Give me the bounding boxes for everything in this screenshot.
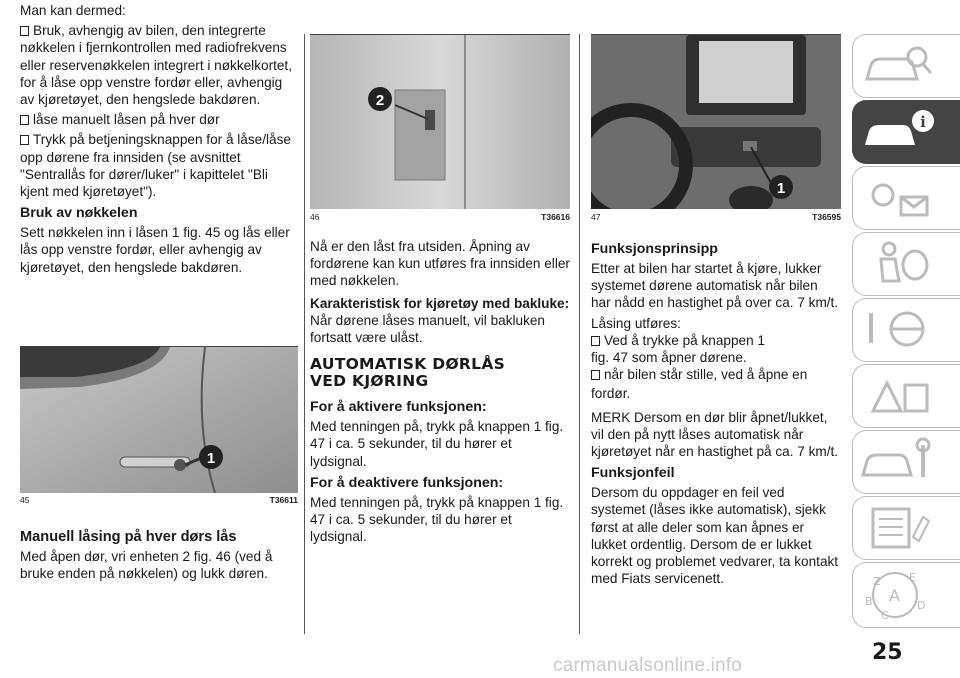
heading-fault: Funksjonfeil xyxy=(591,465,675,482)
alphabetical-index-icon xyxy=(853,563,943,625)
warning-lights-icon xyxy=(853,167,943,227)
column-1-lower xyxy=(20,524,298,585)
tab-starting-driving[interactable] xyxy=(852,298,960,362)
svg-text:D: D xyxy=(917,599,926,612)
checkbox-bullet-icon xyxy=(591,336,600,346)
bullet-1: Bruk, avhengig av bilen, den integrerte nøkkelen i fjernkontrollen med radiofrekvens eller reservenøkkelen integrert i nøkkelkortet, for å låse opp venstre fordør eller, avhengig av kjøretøyet, den hengslede bakdøren. xyxy=(20,23,292,108)
locked-text: Nå er den låst fra utsiden. Åpning av fordørene kan kun utføres fra innsiden eller med nøkkelen. xyxy=(310,239,570,289)
column-divider-1 xyxy=(304,34,305,634)
key-text: Sett nøkkelen inn i låsen 1 fig. 45 og lås eller lås opp venstre fordør, eller avhengig av kjøretøyet, den hengslede bakdøren. xyxy=(20,225,290,275)
heading-manual: Manuell låsing på hver dørs lås xyxy=(20,529,237,545)
svg-text:B: B xyxy=(865,595,873,608)
heading-activate: For å aktivere funksjonen: xyxy=(310,399,487,416)
figure-45-number: 45 xyxy=(20,495,30,505)
tab-maintenance[interactable] xyxy=(852,430,960,494)
airbag-safety-icon xyxy=(853,233,943,293)
figure-47-callout: 1 xyxy=(776,180,786,197)
figure-47-code: T36595 xyxy=(812,212,841,222)
checkbox-bullet-icon xyxy=(20,135,29,145)
figure-45-code: T36611 xyxy=(269,495,298,505)
figure-45-caption xyxy=(20,495,298,505)
figure-46-callout: 2 xyxy=(375,92,385,109)
figure-47-number: 47 xyxy=(591,212,601,222)
svg-text:C: C xyxy=(881,609,889,622)
heading-tailgate: Karakteristisk for kjøretøy med bakluke: xyxy=(310,295,570,311)
svg-text:E: E xyxy=(909,571,916,584)
bullet-standing: når bilen står stille, ved å åpne en xyxy=(591,366,841,383)
figure-45-image xyxy=(20,346,298,493)
checklist-icon xyxy=(853,497,943,557)
car-info-icon xyxy=(853,101,943,161)
fault-text: Dersom du oppdager en feil ved systemet (låses ikke automatisk), sjekk først at alle deler som kan åpnes er lukket ordentlig. Dersom de er lukket korrekt og problemet vedvarer, ta kontakt med Fiats servicenett. xyxy=(591,485,839,587)
bullet-2: låse manuelt låsen på hver dør xyxy=(20,111,298,128)
figure-45-callout: 1 xyxy=(206,450,216,467)
manual-text: Med åpen dør, vri enheten 2 fig. 46 (ved å bruke enden på nøkkelen) og lukk døren. xyxy=(20,549,273,582)
page-number: 25 xyxy=(872,640,903,665)
figure-ref-text: fig. 47 som åpner dørene. xyxy=(591,350,747,366)
watermark: carmanualsonline.info xyxy=(553,655,743,676)
tab-safety[interactable] xyxy=(852,232,960,296)
steering-wheel-icon xyxy=(853,299,943,359)
bullet-press: Ved å trykke på knappen 1 xyxy=(591,332,841,349)
tab-emergency[interactable] xyxy=(852,364,960,428)
checkbox-bullet-icon xyxy=(591,370,600,380)
column-1 xyxy=(20,2,298,279)
svg-text:A: A xyxy=(889,586,900,605)
heading-deactivate: For å deaktivere funksjonen: xyxy=(310,474,504,491)
deactivate-text: Med tenningen på, trykk på knappen 1 fig. 47 i ca. 5 sekunder, til du hører et lydsignal. xyxy=(310,494,564,545)
tab-warning-lights[interactable] xyxy=(852,166,960,230)
figure-47-caption xyxy=(591,212,841,222)
tailgate-paragraph: Karakteristisk for kjøretøy med bakluke: Når dørene låses manuelt, vil bakluken fortsatt være ulåst. xyxy=(310,295,570,346)
checkbox-bullet-icon xyxy=(20,115,29,125)
intro-text: Man kan dermed: xyxy=(20,3,126,18)
heading-key: Bruk av nøkkelen xyxy=(20,205,138,222)
figure-46-image xyxy=(310,34,570,209)
figure-47-image xyxy=(591,34,841,209)
column-divider-2 xyxy=(579,34,580,634)
figure-46-code: T36616 xyxy=(541,212,570,222)
principle-text: Etter at bilen har startet å kjøre, lukker systemet dørene automatisk når bilen har nådd en hastighet på over ca. 7 km/t. xyxy=(591,261,839,311)
figure-46-number: 46 xyxy=(310,212,320,222)
figure-46-caption xyxy=(310,212,570,222)
svg-text:i: i xyxy=(920,113,926,131)
car-wrench-icon xyxy=(853,431,943,491)
svg-text:Z: Z xyxy=(873,575,881,588)
heading-principle: Funksjonsprinsipp xyxy=(591,241,718,257)
tab-index[interactable] xyxy=(852,562,960,628)
car-search-icon xyxy=(853,35,943,95)
tab-technical-data[interactable] xyxy=(852,496,960,560)
column-2 xyxy=(310,238,570,548)
note-text: MERK Dersom en dør blir åpnet/lukket, vil den på nytt låses automatisk når kjøretøyet når en hastighet på ca. 7 km/t. xyxy=(591,409,839,460)
lock-text: Låsing utføres: xyxy=(591,315,681,331)
emergency-icon xyxy=(853,365,943,425)
column-3 xyxy=(591,240,841,590)
bullet-3: Trykk på betjeningsknappen for å låse/låse opp dørene fra innsiden (se avsnittet "Sentrallås for dører/luker" i kapittelet "Bli kjent med kjøretøyet"). xyxy=(20,132,291,200)
tab-car-info[interactable] xyxy=(852,100,960,164)
front-door-text: fordør. xyxy=(591,386,631,402)
activate-text: Med tenningen på, trykk på knappen 1 fig. 47 i ca. 5 sekunder, til du hører et lydsignal. xyxy=(310,419,564,469)
section-title: AUTOMATISK DØRLÅS VED KJØRING xyxy=(310,355,506,391)
tab-know-vehicle[interactable] xyxy=(852,34,960,98)
checkbox-bullet-icon xyxy=(20,26,29,36)
